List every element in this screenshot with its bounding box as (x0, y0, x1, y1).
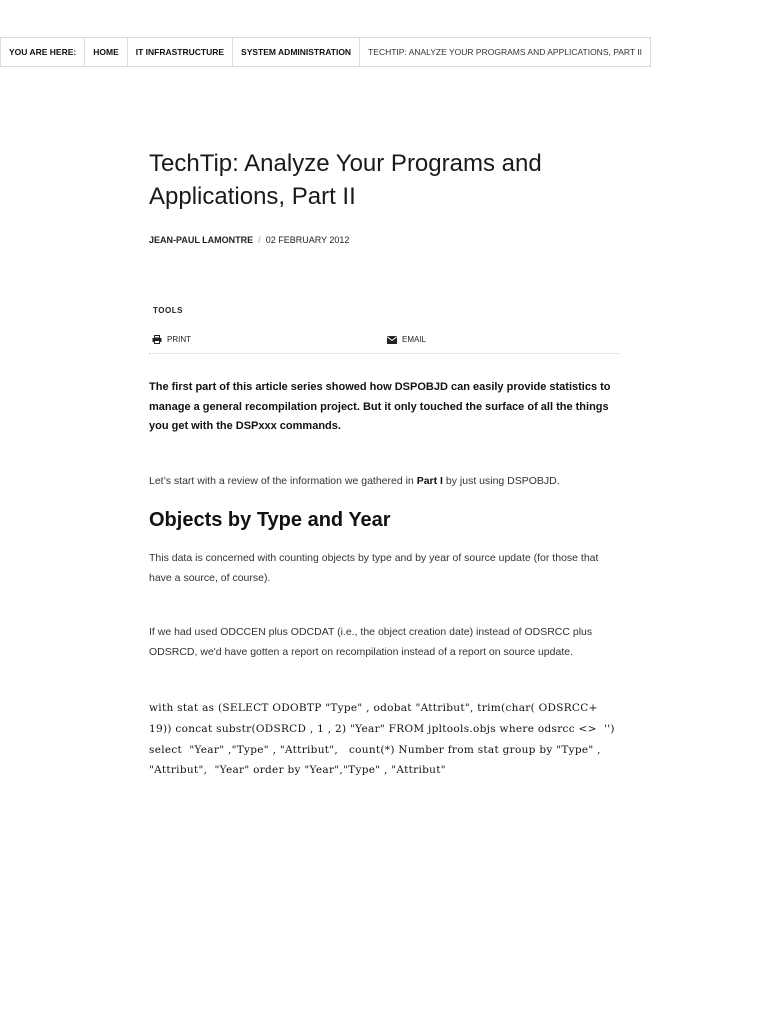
envelope-icon (387, 336, 397, 344)
breadcrumb-system-administration-link[interactable]: SYSTEM ADMINISTRATION (232, 38, 359, 66)
section-paragraph-1: This data is concerned with counting objects by type and by year of source update (for those that have a source, of course). (149, 552, 599, 584)
intro-text-end: by just using DSPOBJD. (442, 475, 560, 487)
article-meta (149, 235, 619, 245)
tools-label: TOOLS (153, 306, 183, 315)
print-button[interactable] (152, 335, 191, 344)
email-label: EMAIL (402, 335, 427, 344)
article-title: TechTip: Analyze Your Programs and Applications, Part II (149, 150, 542, 210)
breadcrumb-it-infrastructure-link[interactable]: IT INFRASTRUCTURE (127, 38, 232, 66)
section-paragraph-2: If we had used ODCCEN plus ODCDAT (i.e., the object creation date) instead of ODSRCC plus ODSRCD, we'd have gotten a report on recompilation instead of a report on source update. (149, 626, 593, 658)
author-link[interactable]: JEAN-PAUL LAMONTRE (149, 235, 254, 245)
intro-text-start: Let’s start with a review of the information we gathered in (149, 475, 417, 487)
section-heading: Objects by Type and Year (149, 509, 391, 531)
sql-code-block: with stat as (SELECT ODOBTP "Type" , odobat "Attribut", trim(char( ODSRCC+ 19)) concat substr(ODSRCD , 1 , 2) "Year" FROM jpltools.objs where odsrcc <> '') select "Year" ,"Type" , "Attribut", count(*) Number from stat group by "Type" , "Attribut", "Year" order by "Year","Type" , "Attribut" (149, 702, 619, 777)
breadcrumb-label: YOU ARE HERE: (0, 38, 84, 66)
breadcrumb-current-page: TECHTIP: ANALYZE YOUR PROGRAMS AND APPLICATIONS, PART II (359, 38, 651, 66)
print-label: PRINT (167, 335, 191, 344)
meta-separator: / (258, 235, 261, 245)
part-one-reference: Part I (416, 475, 443, 487)
breadcrumb-home-link[interactable]: HOME (84, 38, 127, 66)
intro-paragraph (149, 472, 619, 492)
email-button[interactable] (387, 335, 426, 344)
publish-date: 02 FEBRUARY 2012 (265, 235, 350, 245)
print-icon (152, 335, 162, 344)
breadcrumb (0, 37, 651, 67)
tools-bar (149, 333, 619, 354)
lead-paragraph: The first part of this article series showed how DSPOBJD can easily provide statistics to manage a general recompilation project. But it only touched the surface of all the things you get with the DSPxxx commands. (149, 381, 611, 432)
